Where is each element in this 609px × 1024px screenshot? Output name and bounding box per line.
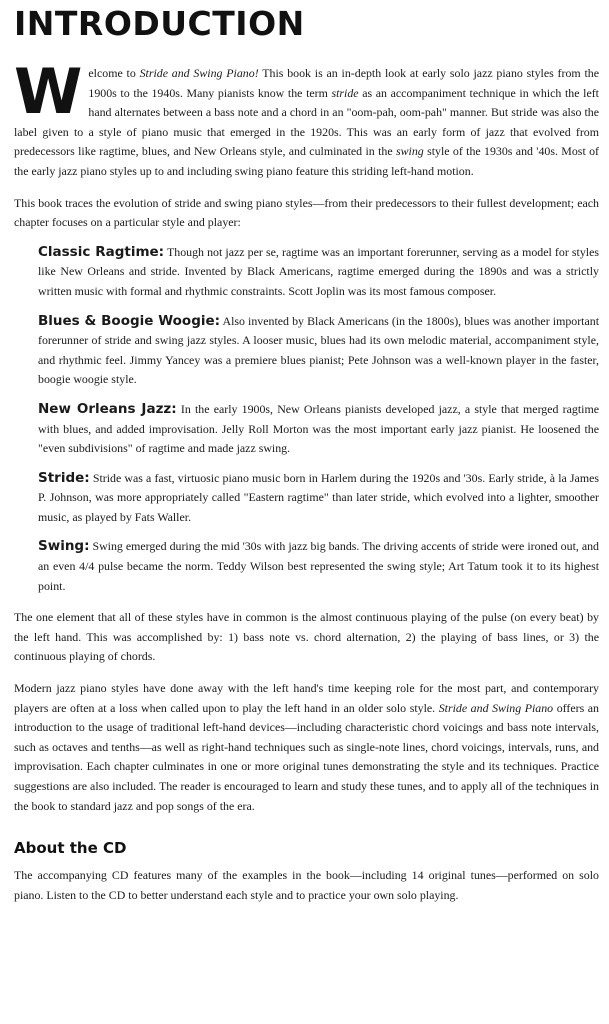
style-item-blues-boogie-woogie: [38, 312, 599, 390]
modern-styles-paragraph: [14, 679, 599, 816]
modern-text-2: offers an introduction to the usage of traditional left-hand devices—including characteristic chord voicings and bass note intervals, such as octaves and tenths—as well as right-hand techniques such as single-note lines, chord voicings, intervals, runs, and improvisation. Each chapter culminates in one or more original tunes demonstrating the style and its techniques. Practice suggestions are also included. The reader is encouraged to learn and study these tunes, and to apply all of the techniques in the book to standard jazz and pop songs of the era.: [14, 700, 599, 813]
modern-text-1: Modern jazz piano styles have done away with the left hand's time keeping role for the most part, and contemporary players are often at a loss when called upon to play the left hand in an older solo style.: [14, 681, 599, 715]
book-title-italic: Stride and Swing Piano!: [139, 66, 259, 80]
intro-text-1: elcome to: [88, 66, 140, 80]
about-cd-heading: About the CD: [14, 839, 127, 858]
intro-text-3: as an accompaniment technique in which the left hand alternates between a bass note and a chord in an "oom-pah, oom-pah" manner. But stride was also the label given to a style of piano music that emerged in the 1920s. This was an early form of jazz that evolved from predecessors like ragtime, blues, and New Orleans style, and culminated in the: [14, 85, 599, 159]
style-item-classic-ragtime: [38, 243, 599, 302]
style-title: New Orleans Jazz:: [38, 400, 177, 417]
intro-paragraph: [14, 55, 599, 182]
style-title: Blues & Boogie Woogie:: [38, 312, 221, 329]
style-title: Swing:: [38, 538, 90, 555]
style-text: Also invented by Black Americans (in the 1800s), blues was another important forerunner of stride and swing jazz styles. A looser music, blues had its own melodic material, accompaniment style, and rhythmic feel. Jimmy Yancey was a premiere blues pianist; Pete Johnson was a well-known player in the faster, boogie woogie style.: [38, 313, 600, 387]
style-title: Classic Ragtime:: [38, 243, 165, 260]
style-item-swing: [38, 537, 599, 596]
style-text: Though not jazz per se, ragtime was an important forerunner, serving as a model for styles like New Orleans and stride. Invented by Black Americans, ragtime emerged during the 1890s and was a strictly written music with formal and rhythmic constraints. Scott Joplin was its most famous composer.: [38, 244, 599, 298]
swing-term-italic: swing: [395, 144, 424, 159]
drop-cap: W: [14, 55, 83, 128]
style-text: In the early 1900s, New Orleans pianists developed jazz, a style that merged ragtime with blues, and added improvisation. Jelly Roll Morton was the most important early jazz pianist. He loosened the "even subdivisions" of ragtime and made jazz swing.: [38, 401, 599, 456]
style-title: Stride:: [38, 469, 90, 486]
traces-paragraph: This book traces the evolution of stride and swing piano styles—from their predecessors to their fullest development; each chapter focuses on a particular style and player:: [14, 195, 599, 230]
intro-text-4: style of the 1930s and '40s. Most of the early jazz piano styles up to and including swing piano feature this striding left-hand motion.: [14, 144, 599, 178]
common-element-paragraph: The one element that all of these styles have in common is the almost continuous playing of the pulse (on every beat) by the left hand. This was accomplished by: 1) bass note vs. chord alternation, 2) the playing of bass lines, or 3) the continuous playing of chords.: [14, 610, 599, 664]
style-item-new-orleans-jazz: [38, 400, 599, 459]
book-title-italic: Stride and Swing Piano: [438, 700, 554, 715]
page-title: INTRODUCTION: [14, 4, 305, 43]
style-item-stride: [38, 469, 599, 528]
about-cd-paragraph: The accompanying CD features many of the examples in the book—including 14 original tunes—performed on solo piano. Listen to the CD to better understand each style and to practice your own solo playing.: [14, 868, 599, 902]
style-text: Stride was a fast, virtuosic piano music born in Harlem during the 1920s and '30s. Early stride, à la James P. Johnson, was more appropriately called "Eastern ragtime" than later stride, which evolved into a lighter, smoother music, as played by Fats Waller.: [38, 470, 599, 524]
style-text: Swing emerged during the mid '30s with jazz big bands. The driving accents of stride were ironed out, and an even 4/4 pulse became the norm. Teddy Wilson best represented the swing style; Art Tatum took it to its highest point.: [38, 539, 599, 593]
stride-term-italic: stride: [331, 85, 359, 100]
intro-text-2: This book is an in-depth look at early solo jazz piano styles from the 1900s to the 1940s. Many pianists know the term: [88, 66, 599, 100]
style-list: [14, 243, 599, 597]
